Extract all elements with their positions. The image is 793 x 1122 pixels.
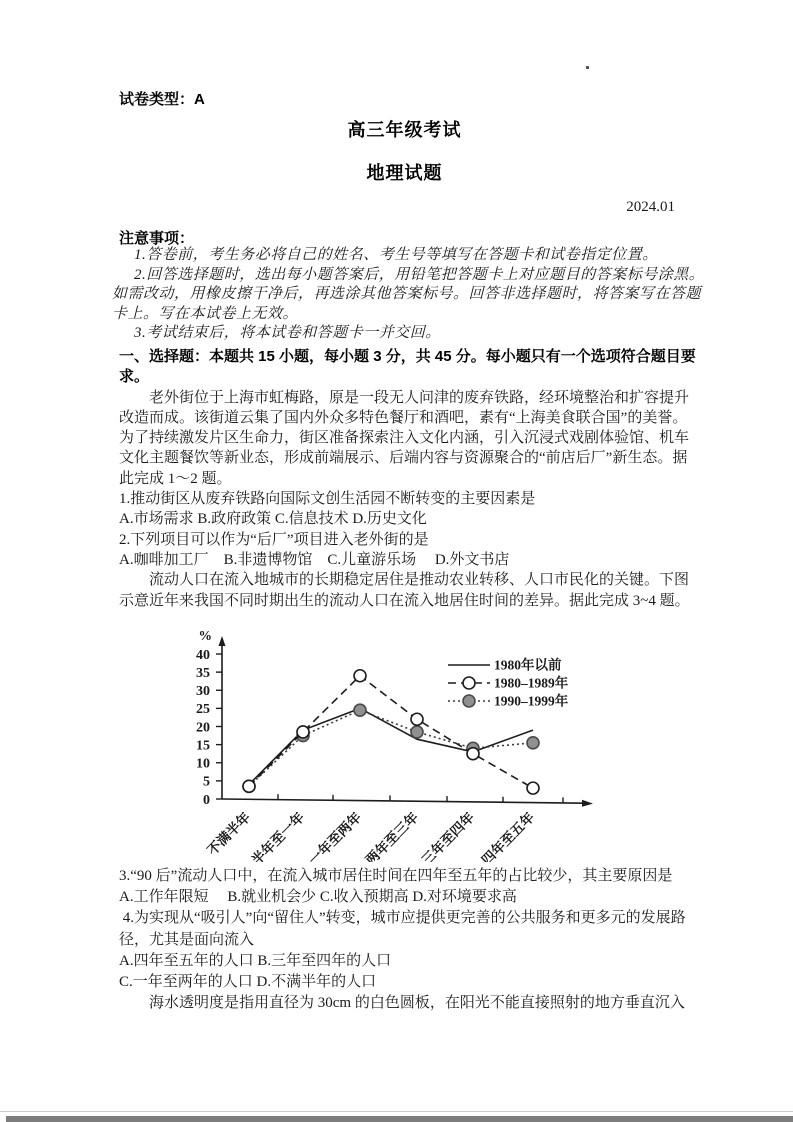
page-bottom-hairline [0, 1111, 793, 1112]
svg-text:15: 15 [196, 738, 210, 754]
paper-type-label: 试卷类型：A [119, 91, 205, 108]
text-line: 3.“90 后”流动人口中，在流入城市居住时间在四年至五年的占比较少，其主要原因是 [119, 868, 673, 884]
stray-dot [586, 66, 589, 69]
notice-line-2: 2.回答选择题时，选出每小题答案后，用铅笔把答题卡上对应题目的答案标号涂黑。 [134, 266, 705, 283]
notice-block [112, 246, 712, 344]
text-line: 海水透明度是指用直径为 30cm 的白色圆板，在阳光不能直接照射的地方垂直沉入 [119, 995, 685, 1012]
page-bottom-bar [6, 1116, 793, 1122]
svg-text:一年至两年: 一年至两年 [305, 809, 365, 862]
text-line: 径，尤其是面向流入 [119, 931, 255, 948]
notice-line-5: 3.考试结束后，将本试卷和答题卡一并交回。 [134, 325, 441, 342]
text-line: 示意近年来我国不同时期出生的流动人口在流入地居住时间的差异。据此完成 3~4 题。 [119, 592, 690, 609]
svg-text:两年至三年: 两年至三年 [362, 809, 422, 862]
svg-text:10: 10 [196, 756, 210, 772]
notice-line-4: 卡上。写在本试卷上无效。 [112, 305, 299, 322]
text-line: A.工作年限短 B.就业机会少 C.收入预期高 D.对环境要求高 [119, 889, 517, 906]
svg-text:1990–1999年: 1990–1999年 [494, 693, 569, 709]
exam-subtitle: 地理试题 [366, 163, 443, 183]
svg-text:35: 35 [196, 665, 210, 681]
questions-block-bottom [119, 866, 719, 1014]
svg-text:%: % [198, 628, 212, 643]
svg-text:1980年以前: 1980年以前 [494, 657, 562, 673]
text-line: A.市场需求 B.政府政策 C.信息技术 D.历史文化 [119, 511, 427, 528]
text-line: 为了持续激发片区生命力，街区准备探索注入文化内涵，引入沉浸式戏剧体验馆、机车 [119, 430, 690, 447]
svg-text:20: 20 [196, 720, 210, 736]
text-line: 老外街位于上海市虹梅路，原是一段无人问津的废弃铁路，经环境整治和扩容提升 [119, 389, 690, 406]
questions-block-top [119, 388, 719, 611]
text-line: A.四年至五年的人口 B.三年至四年的人口 [119, 952, 392, 969]
text-line: 4.为实现从“吸引人”向“留住人”转变，城市应提供更完善的公共服务和更多元的发展路 [119, 910, 686, 927]
notice-line-3: 如需改动，用橡皮擦干净后，再选涂其他答案标号。回答非选择题时，将答案写在答题 [112, 286, 702, 303]
text-line: 此完成 1～2 题。 [119, 470, 232, 487]
notice-line-1: 1.答卷前，考生务必将自己的姓名、考生号等填写在答题卡和试卷指定位置。 [134, 247, 658, 263]
population-residence-chart [150, 610, 670, 862]
svg-text:40: 40 [196, 647, 210, 663]
text-line: 流动人口在流入地城市的长期稳定居住是推动农业转移、人口市民化的关键。下图 [119, 572, 690, 589]
section-one-block [119, 347, 719, 611]
exam-date: 2024.01 [626, 199, 675, 215]
svg-text:不满半年: 不满半年 [204, 809, 254, 859]
svg-text:5: 5 [203, 774, 210, 790]
svg-text:三年至四年: 三年至四年 [418, 809, 478, 862]
svg-text:1980–1989年: 1980–1989年 [494, 675, 569, 691]
notice-heading: 注意事项： [119, 230, 195, 247]
text-line: 文化主题餐饮等新业态，形成前端展示、后端内容与资源聚合的“前店后厂”新生态。据 [119, 450, 688, 467]
section-heading-line-1: 一、选择题：本题共 15 小题，每小题 3 分，共 45 分。每小题只有一个选项符合题目要 [119, 348, 696, 365]
exam-title: 高三年级考试 [347, 120, 462, 140]
svg-text:半年至一年: 半年至一年 [248, 809, 308, 862]
svg-text:25: 25 [196, 702, 210, 718]
text-line: C.一年至两年的人口 D.不满半年的人口 [119, 973, 377, 990]
text-line: 2.下列项目可以作为“后厂”项目进入老外街的是 [119, 531, 429, 548]
svg-text:四年至五年: 四年至五年 [478, 809, 538, 862]
section-heading-line-2: 求。 [119, 368, 150, 386]
svg-text:30: 30 [196, 684, 210, 700]
text-line: 改造而成。该街道云集了国内外众多特色餐厅和酒吧，素有“上海美食联合国”的美誉。 [119, 409, 688, 426]
text-line: A.咖啡加工厂 B.非遗博物馆 C.儿童游乐场 D.外文书店 [119, 551, 510, 568]
text-line: 1.推动街区从废弃铁路向国际文创生活园不断转变的主要因素是 [119, 491, 536, 508]
svg-text:0: 0 [203, 792, 210, 808]
